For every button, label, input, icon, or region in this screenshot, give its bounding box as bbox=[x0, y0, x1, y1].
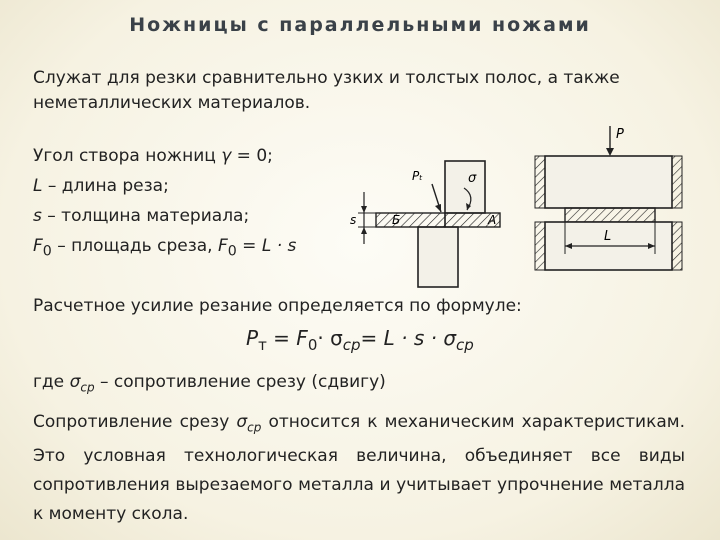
label-thickness: s bbox=[350, 213, 357, 227]
upper-blade bbox=[445, 161, 485, 213]
shears-diagram bbox=[340, 126, 700, 296]
closing-paragraph: Сопротивление срезу $\sigma_{ср}$ относится к механическим характеристикам. Это условная технологическая величина, объединяет все виды сопротивления вырезаемого металла и учитывает упрочнение металла к моменту скола. bbox=[33, 412, 686, 525]
label-sigma: σ bbox=[468, 171, 477, 186]
lower-blade bbox=[418, 227, 458, 287]
strip-front bbox=[565, 208, 655, 222]
angle-line: Угол створа ножниц γ = 0; bbox=[33, 146, 273, 166]
parameter-list bbox=[33, 141, 296, 266]
intro-paragraph: Служат для резки сравнительно узких и толстых полос, а также неметаллических материалов. bbox=[33, 68, 620, 113]
front-view bbox=[535, 126, 682, 270]
area-line: $F_0$ – площадь среза, $F_0 = L \cdot s$ bbox=[33, 236, 297, 260]
page-title: Ножницы с параллельными ножами bbox=[129, 14, 591, 36]
label-right-force: P bbox=[616, 127, 624, 142]
side-view bbox=[350, 161, 500, 287]
formula-intro: Расчетное усилие резание определяется по формуле: bbox=[33, 296, 522, 316]
upper-knife bbox=[545, 156, 672, 208]
length-line: L – длина реза; bbox=[33, 176, 169, 196]
where-line: где $\sigma_{ср}$ – сопротивление срезу (сдвигу) bbox=[33, 372, 386, 395]
label-point-a: А bbox=[488, 213, 497, 227]
label-point-b: Б bbox=[392, 213, 401, 227]
label-left-force: Pₜ bbox=[412, 169, 423, 183]
label-length: L bbox=[604, 229, 612, 244]
thickness-line: s – толщина материала; bbox=[33, 206, 250, 226]
force-formula: $P_т = F_0\cdot \sigma_{ср}= L \cdot s \cdot \sigma_{ср}$ bbox=[246, 326, 474, 354]
strip-left bbox=[376, 213, 445, 227]
